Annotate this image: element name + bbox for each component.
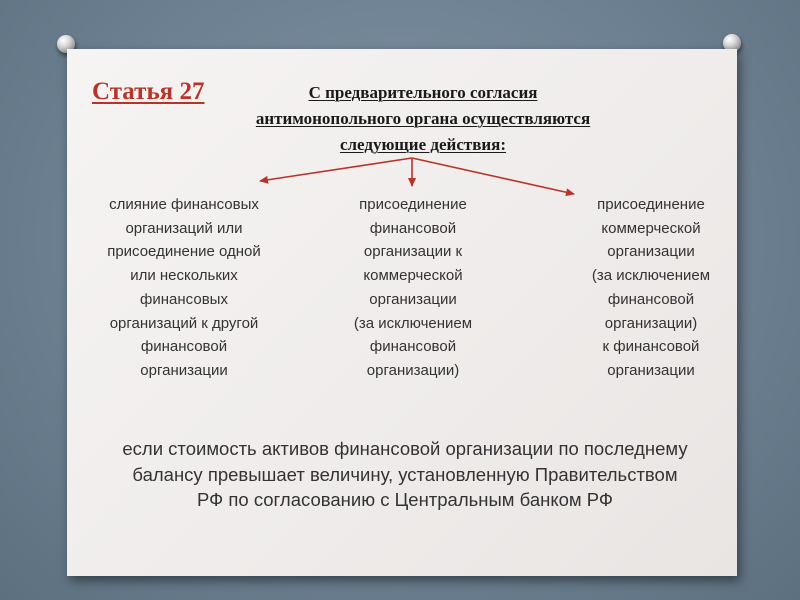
action-line: финансовой xyxy=(369,338,457,356)
action-merger xyxy=(86,193,282,383)
condition-line-3: РФ по согласованию с Центральным банком РФ xyxy=(197,489,613,510)
action-line: коммерческой xyxy=(363,267,463,285)
action-line: организаций к другой xyxy=(109,314,259,332)
action-line: финансовых xyxy=(140,290,228,308)
action-line: организации xyxy=(607,361,695,379)
action-line: коммерческой xyxy=(601,219,701,237)
action-line: к финансовой xyxy=(602,338,700,356)
heading xyxy=(240,80,606,158)
action-line: организации xyxy=(369,290,457,308)
action-line: организации к xyxy=(363,243,463,261)
action-commercial-to-financial xyxy=(560,193,742,383)
action-line: организации) xyxy=(366,361,460,379)
action-line: финансовой xyxy=(607,290,695,308)
action-line: (за исключением xyxy=(353,314,473,332)
action-line: присоединение xyxy=(359,196,467,213)
action-financial-to-commercial xyxy=(322,193,504,383)
action-line: организации xyxy=(607,243,695,261)
action-line: финансовой xyxy=(140,338,228,356)
heading-line-2: антимонопольного органа осуществляются xyxy=(255,109,591,128)
action-line: организации) xyxy=(604,314,698,332)
article-title: Статья 27 xyxy=(92,78,205,105)
condition-line-1: если стоимость активов финансовой организации по последнему xyxy=(122,438,688,459)
heading-line-3: следующие действия: xyxy=(339,135,507,154)
action-line: присоединение одной xyxy=(107,243,261,261)
action-line: финансовой xyxy=(369,219,457,237)
heading-line-1: С предварительного согласия xyxy=(308,83,538,102)
action-line: (за исключением xyxy=(591,267,711,285)
action-line: или нескольких xyxy=(130,267,238,285)
condition-line-2: балансу превышает величину, установленную Правительством xyxy=(132,463,678,485)
action-line: присоединение xyxy=(597,196,705,213)
action-line: организаций или xyxy=(125,219,243,237)
action-line: слияние финансовых xyxy=(109,196,259,213)
condition-text xyxy=(80,436,730,513)
action-line: организации xyxy=(140,361,228,379)
